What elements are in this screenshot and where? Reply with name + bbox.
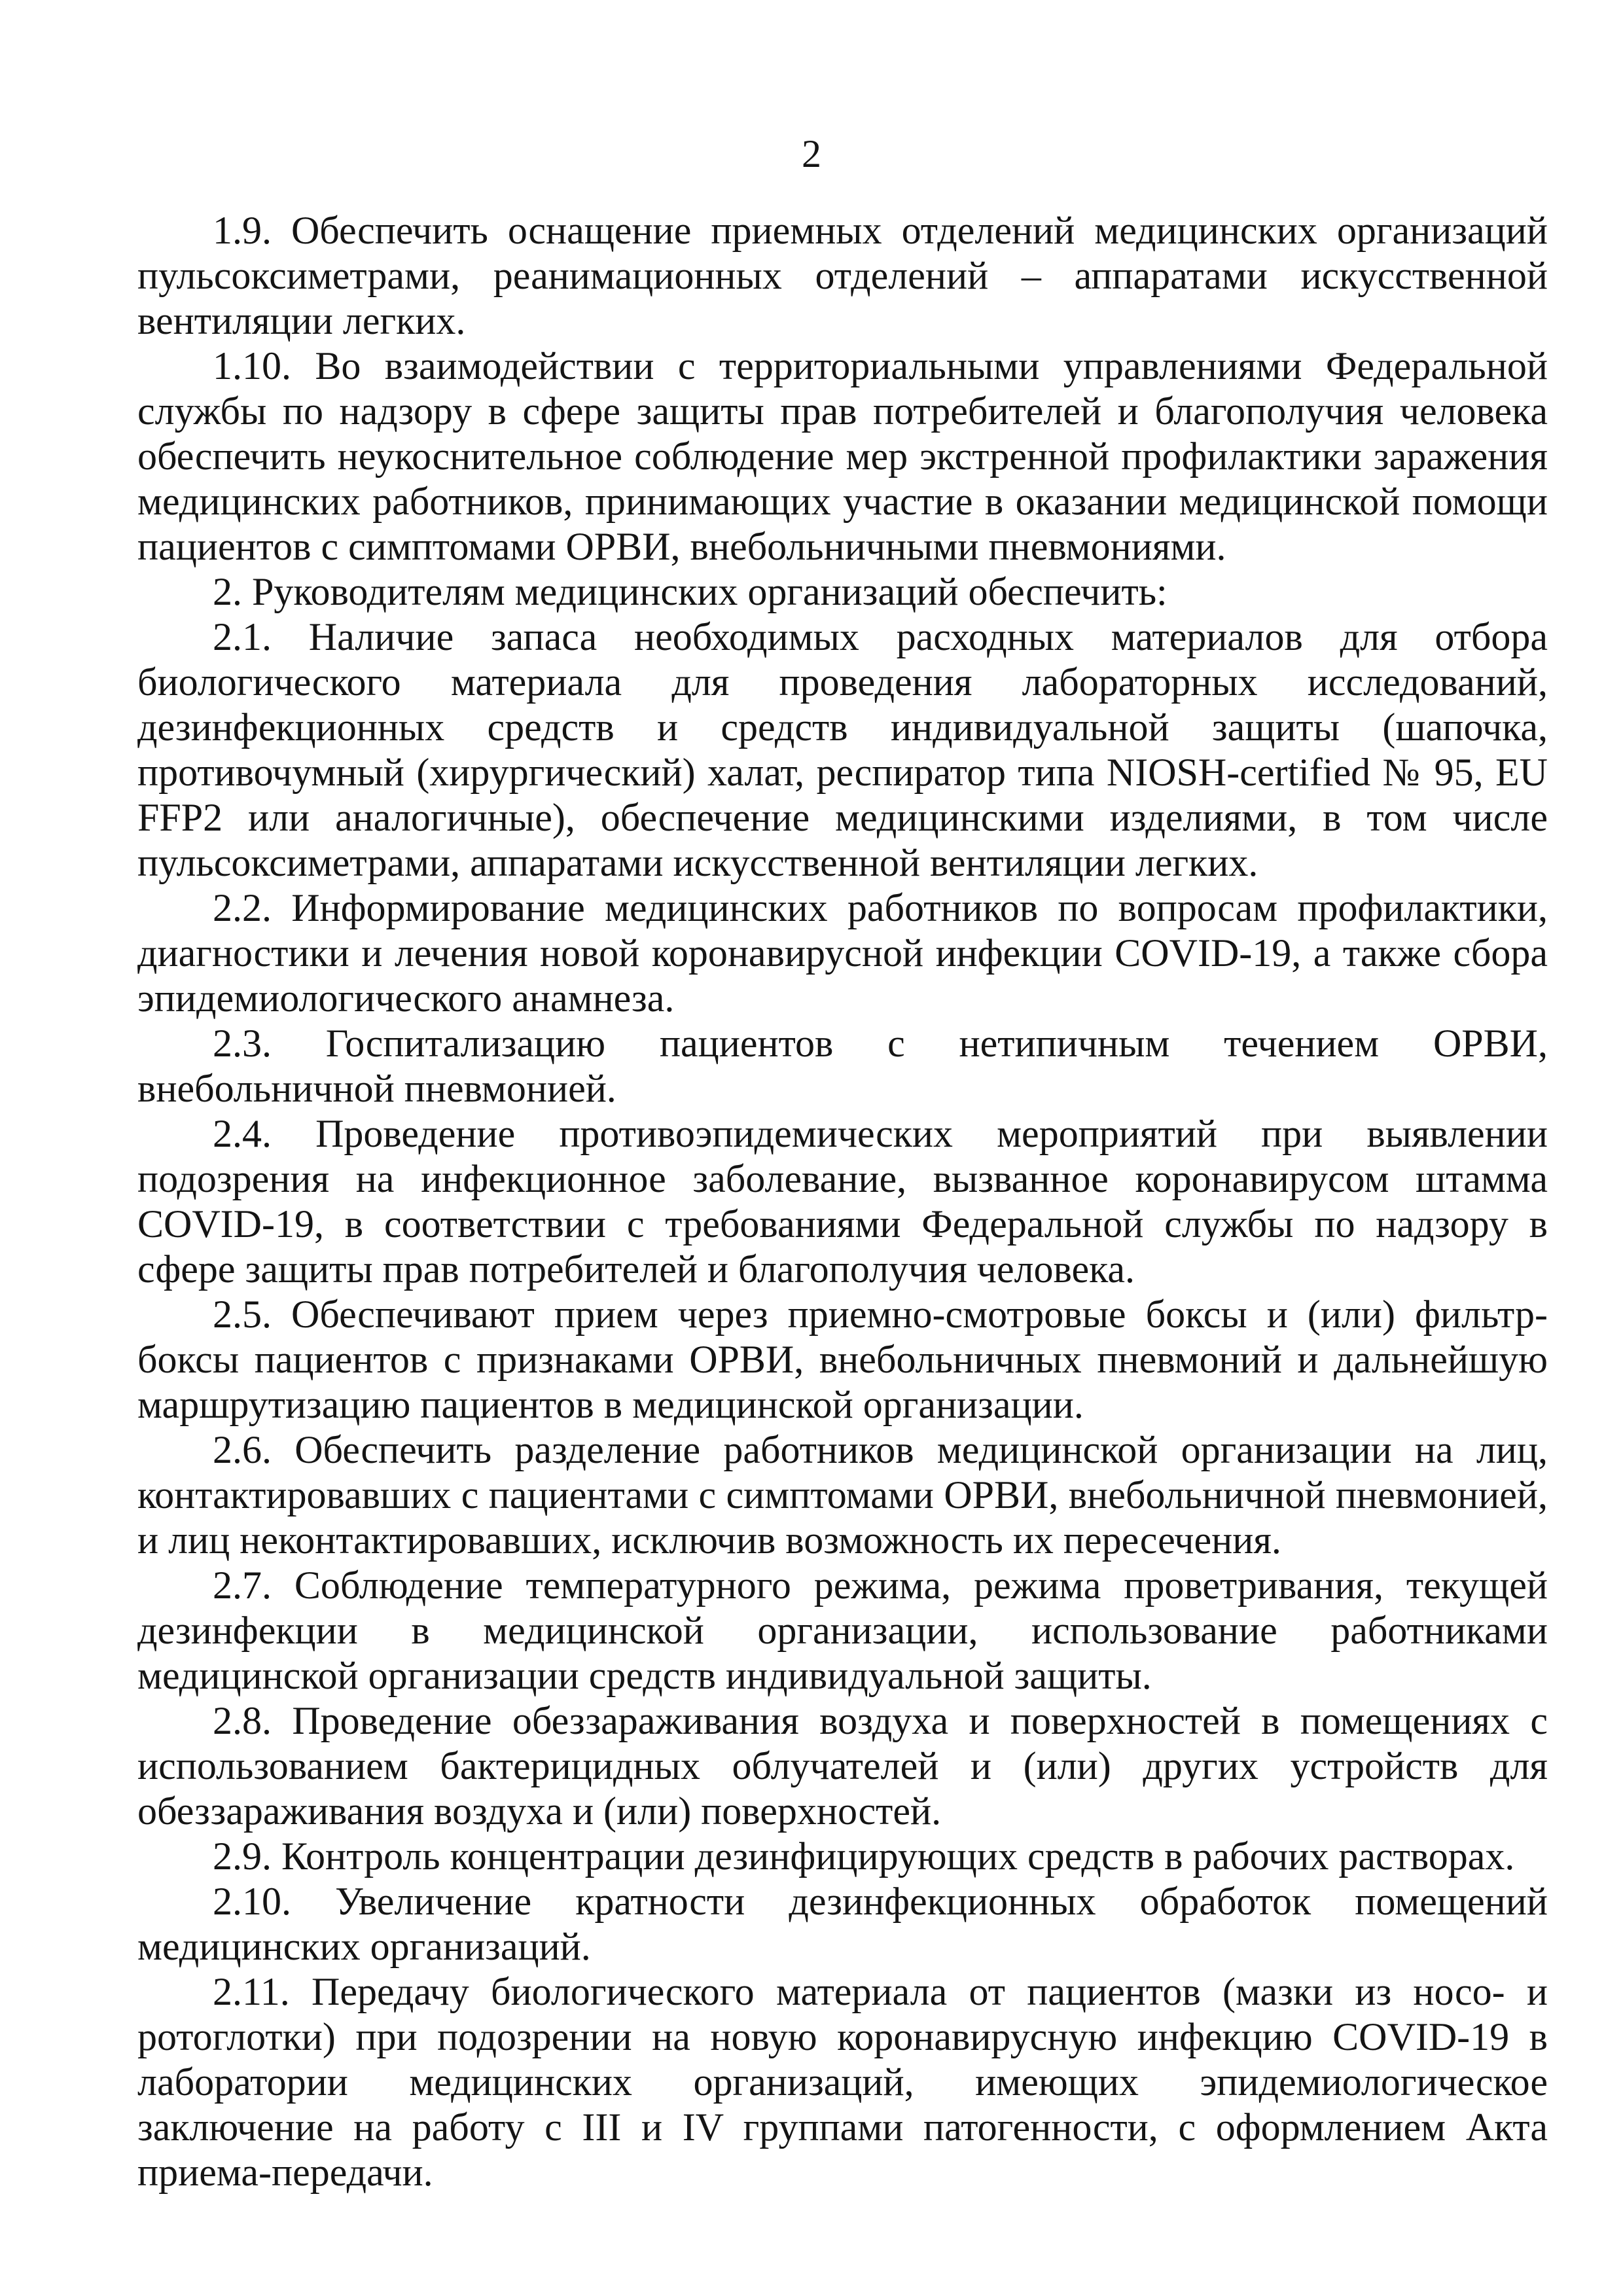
paragraph-2-11: 2.11. Передачу биологического материала от пациентов (мазки из носо- и ротоглотки) при подозрении на новую коронавирусную инфекцию COVID-19 в лаборатории медицинских организаций, имеющих эпидемиологическое заключение на работу с III и IV группами патогенности, с оформлением Акта приема-передачи. bbox=[137, 1970, 1548, 2194]
paragraph-2-8: 2.8. Проведение обеззараживания воздуха и поверхностей в помещениях с использованием бактерицидных облучателей и (или) других устройств для обеззараживания воздуха и (или) поверхностей. bbox=[137, 1699, 1548, 1833]
paragraph-1-9: 1.9. Обеспечить оснащение приемных отделений медицинских организаций пульсоксиметрами, реанимационных отделений – аппаратами искусственной вентиляции легких. bbox=[137, 209, 1548, 342]
paragraph-2-4: 2.4. Проведение противоэпидемических мероприятий при выявлении подозрения на инфекционное заболевание, вызванное коронавирусом штамма COVID-19, в соответствии с требованиями Федеральной службы по надзору в сфере защиты прав потребителей и благополучия человека. bbox=[137, 1112, 1548, 1291]
paragraph-2-6: 2.6. Обеспечить разделение работников медицинской организации на лиц, контактировавших с пациентами с симптомами ОРВИ, внебольничной пневмонией, и лиц неконтактировавших, исключив возможность их пересечения. bbox=[137, 1428, 1548, 1562]
page-number: 2 bbox=[802, 132, 821, 175]
paragraph-1-10: 1.10. Во взаимодействии с территориальными управлениями Федеральной службы по надзору в сфере защиты прав потребителей и благополучия человека обеспечить неукоснительное соблюдение мер экстренной профилактики заражения медицинских работников, принимающих участие в оказании медицинской помощи пациентов с симптомами ОРВИ, внебольничными пневмониями. bbox=[137, 344, 1548, 568]
paragraph-2-1: 2.1. Наличие запаса необходимых расходных материалов для отбора биологического материала для проведения лабораторных исследований, дезинфекционных средств и средств индивидуальной защиты (шапочка, противочумный (хирургический) халат, респиратор типа NIOSH-certified № 95, EU FFP2 или аналогичные), обеспечение медицинскими изделиями, в том числе пульсоксиметрами, аппаратами искусственной вентиляции легких. bbox=[137, 615, 1548, 884]
paragraph-2-5: 2.5. Обеспечивают прием через приемно-смотровые боксы и (или) фильтр-боксы пациентов с признаками ОРВИ, внебольничных пневмоний и дальнейшую маршрутизацию пациентов в медицинской организации. bbox=[137, 1293, 1548, 1426]
paragraph-2: 2. Руководителям медицинских организаций обеспечить: bbox=[213, 570, 1168, 613]
document-body bbox=[137, 208, 1548, 2195]
paragraph-2-3: 2.3. Госпитализацию пациентов с нетипичным течением ОРВИ, внебольничной пневмонией. bbox=[137, 1022, 1548, 1110]
paragraph-2-10: 2.10. Увеличение кратности дезинфекционных обработок помещений медицинских организаций. bbox=[137, 1880, 1548, 1968]
paragraph-2-7: 2.7. Соблюдение температурного режима, режима проветривания, текущей дезинфекции в медицинской организации, использование работниками медицинской организации средств индивидуальной защиты. bbox=[137, 1564, 1548, 1697]
paragraph-2-2: 2.2. Информирование медицинских работников по вопросам профилактики, диагностики и лечения новой коронавирусной инфекции COVID-19, а также сбора эпидемиологического анамнеза. bbox=[137, 886, 1548, 1020]
paragraph-2-9: 2.9. Контроль концентрации дезинфицирующих средств в рабочих растворах. bbox=[213, 1835, 1515, 1878]
